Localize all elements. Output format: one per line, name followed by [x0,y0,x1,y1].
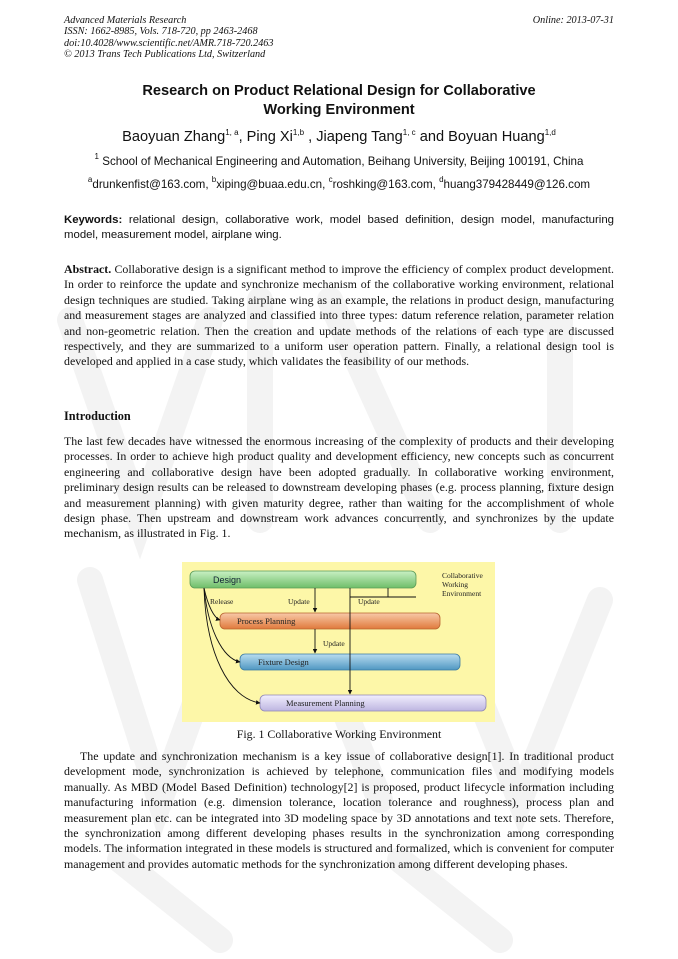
figure-env-label: Collaborative [442,571,483,580]
email-list [64,175,614,191]
keywords-section [64,213,614,242]
figure-env-label: Working [442,580,469,589]
abstract-text: Collaborative design is a significant method to improve the efficiency of complex product development. In order to reinforce the update and synchronize mechanism of the collaborative working environment, relational design techniques are studied. Taking airplane wing as an example, the relations in product design, manufacturing and measurement stages are analyzed and classified into three types: datum reference relation, parameter relation and non-geometric relation. Then the creation and update methods of the relations of each type are discussed respectively, and they are summarized to a uniform user operation pattern. Finally, a relational design tool is developed and applied in a case study, which validates the feasibility of our methods. [64,262,614,369]
email-link[interactable]: xiping@buaa.edu.cn [216,178,323,191]
affiliation-mark: 1 [94,152,99,161]
introduction-paragraph-2: The update and synchronization mechanism is a key issue of collaborative design[1]. In traditional product development mode, synchronization is achieved by telephone, communication files and modifying models manually. As MBD (Model Based Definition) technology[2] is proposed, product lifecycle information including manufacturing information (e.g. dimension tolerance, location tolerance and roughness), process plan and measurement plan etc. can be integrated into 3D modeling space by 3D annotations and text note sets. Therefore, the synchronization among different developing phases results in the synchronization among corresponding models. The information integrated in these models is structured and formalized, which is convenient for computer management and provides automatic methods for the synchronization among different developing phases. [64,749,614,871]
email-link[interactable]: drunkenfist@163.com [92,178,206,191]
introduction-paragraph-1: The last few decades have witnessed the enormous increasing of the complexity of products and their developing processes. In order to achieve high product quality and development efficiency, new concepts such as concurrent engineering and collaborative design have been adopted gradually. In collaborative working environment, preliminary design results can be released to downstream developing phases (e.g. process planning, fixture design and measurement planning) with given maturity degree, rather than waiting for the accomplishment of whole design phase. Then upstream and downstream work advances concurrently, and synchronizes by the update mechanism, as illustrated in Fig. 1. [64,434,614,541]
online-date: Online: 2013-07-31 [532,15,614,26]
email-link[interactable]: huang379428449@126.com [443,178,591,191]
journal-name: Advanced Materials Research [64,15,187,26]
figure-bar-fixture-label: Fixture Design [258,657,309,667]
journal-copyright: © 2013 Trans Tech Publications Ltd, Switzerland [64,49,266,61]
figure-env-label: Environment [442,589,482,598]
keywords-text: relational design, collaborative work, model based definition, design model, manufacturing model, measurement model, airplane wing. [64,214,614,241]
figure-label-update: Update [288,597,310,606]
author-separator: , [238,129,247,145]
author-affiliation-mark: 1,d [544,128,556,137]
affiliation [64,152,614,168]
figure-bar-process-label: Process Planning [237,616,296,626]
figure-bar-measure-label: Measurement Planning [286,698,365,708]
author-name: Baoyuan Zhang [122,129,226,145]
author-name: Jiapeng Tang [316,129,403,145]
figure-bar-design-label: Design [213,575,242,585]
author-separator: , [304,129,317,145]
author-list [64,129,614,145]
title-line-1: Research on Product Relational Design for Collaborative [142,83,536,99]
figure-label-release: Release [210,597,234,606]
email-mark: b [211,175,217,184]
email-separator: , [205,178,212,191]
affiliation-text: School of Mechanical Engineering and Automation, Beihang University, Beijing 100191, China [99,155,584,168]
author-affiliation-mark: 1,b [292,128,305,137]
keywords-label: Keywords: [64,214,123,226]
figure-caption: Fig. 1 Collaborative Working Environment [236,727,442,741]
author-affiliation-mark: 1, a [225,128,239,137]
email-mark: d [439,175,444,184]
email-link[interactable]: roshking@163.com [332,178,433,191]
author-separator: and [415,129,449,145]
paper-title [64,82,614,120]
introduction-heading: Introduction [64,409,131,423]
email-mark: a [87,175,93,184]
title-line-2: Working Environment [263,102,415,118]
email-mark: c [328,175,333,184]
abstract-section [64,262,614,370]
author-name: Boyuan Huang [448,129,545,145]
journal-header [64,15,614,61]
abstract-label: Abstract. [64,262,112,276]
email-separator: , [322,178,329,191]
figure-collaborative-environment [182,562,495,722]
journal-doi: doi:10.4028/www.scientific.net/AMR.718-720.2463 [64,37,274,49]
journal-issn: ISSN: 1662-8985, Vols. 718-720, pp 2463-2468 [64,26,258,38]
figure-label-update: Update [358,597,380,606]
author-affiliation-mark: 1, c [402,128,416,137]
email-separator: , [432,178,440,191]
author-name: Ping Xi [246,129,293,145]
figure-label-update: Update [323,639,345,648]
